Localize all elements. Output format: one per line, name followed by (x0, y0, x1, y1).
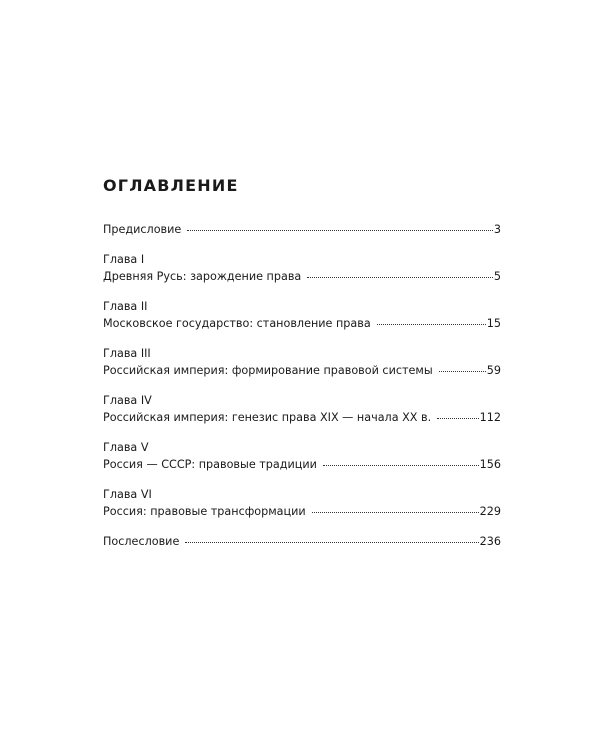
toc-page-number: 236 (479, 535, 501, 548)
toc-entry-title: Россия — СССР: правовые традиции (103, 458, 317, 471)
toc-page-number: 156 (479, 458, 501, 471)
toc-chapter-label: Глава I (103, 253, 145, 266)
toc-entry-title: Российская империя: генезис права XIX — начала XX в. (103, 411, 432, 424)
toc-page-number: 59 (486, 364, 501, 377)
toc-entry-chapter-1 (103, 252, 501, 285)
dot-leader (439, 371, 486, 372)
toc-entry-chapter-3 (103, 346, 501, 379)
toc-entry-title: Предисловие (103, 223, 182, 236)
toc-chapter-label: Глава II (103, 300, 148, 313)
toc-entry-chapter-4 (103, 393, 501, 426)
toc-entry-title: Послесловие (103, 535, 180, 548)
dot-leader (312, 512, 479, 513)
toc-line (103, 316, 501, 332)
dot-leader (187, 230, 493, 231)
toc-entry-chapter-6 (103, 487, 501, 520)
toc-line (103, 269, 501, 285)
toc-chapter-label: Глава V (103, 441, 149, 454)
dot-leader (437, 418, 478, 419)
toc-page-number: 3 (493, 223, 501, 236)
toc-line (103, 457, 501, 473)
table-of-contents (103, 222, 501, 550)
toc-line (103, 410, 501, 426)
toc-entry-title: Древняя Русь: зарождение права (103, 270, 302, 283)
toc-line (103, 222, 501, 238)
toc-entry-title: Россия: правовые трансформации (103, 505, 306, 518)
dot-leader (185, 542, 478, 543)
toc-chapter-label: Глава VI (103, 488, 152, 501)
toc-entry-title: Московское государство: становление права (103, 317, 371, 330)
toc-page-number: 5 (493, 270, 501, 283)
dot-leader (307, 277, 493, 278)
toc-heading: ОГЛАВЛЕНИЕ (103, 176, 239, 195)
toc-line (103, 363, 501, 379)
toc-entry-preface (103, 222, 501, 238)
toc-line (103, 534, 501, 550)
toc-page-number: 229 (479, 505, 501, 518)
toc-chapter-label: Глава IV (103, 394, 152, 407)
toc-line (103, 504, 501, 520)
dot-leader (377, 324, 486, 325)
toc-entry-afterword (103, 534, 501, 550)
toc-chapter-label: Глава III (103, 347, 151, 360)
toc-page-number: 15 (486, 317, 501, 330)
toc-page-number: 112 (479, 411, 501, 424)
toc-entry-chapter-2 (103, 299, 501, 332)
toc-entry-title: Российская империя: формирование правовой системы (103, 364, 433, 377)
dot-leader (323, 465, 479, 466)
toc-entry-chapter-5 (103, 440, 501, 473)
